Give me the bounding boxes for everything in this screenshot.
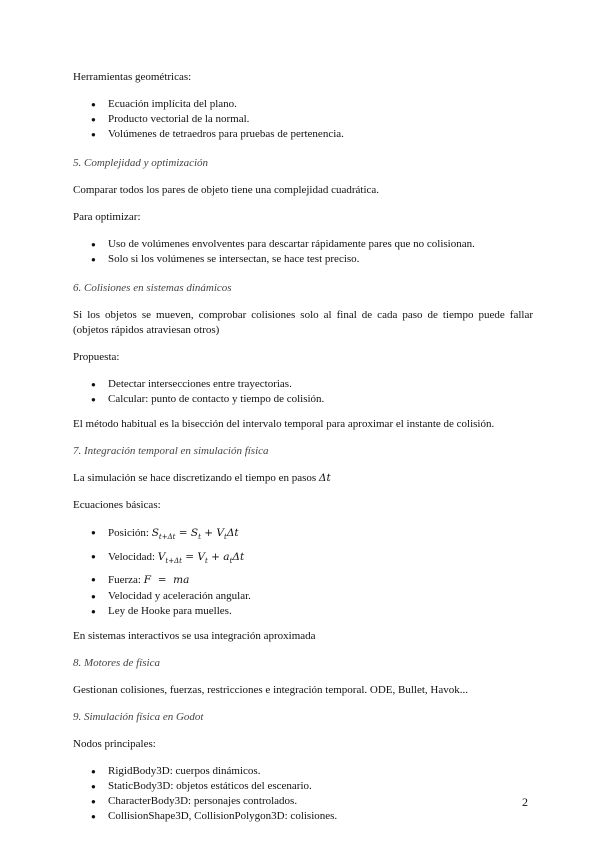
section-6-text-3: El método habitual es la bisección del intervalo temporal para aproximar el instante de colisión.	[73, 418, 495, 430]
section-9-text: Nodos principales:	[73, 738, 156, 750]
section-6-heading: 6. Colisiones en sistemas dinámicos	[73, 282, 232, 294]
list-item: ● Calcular: punto de contacto y tiempo de colisión.	[91, 392, 533, 407]
section-7-text-2: Ecuaciones básicas:	[73, 499, 161, 511]
intro-text: Herramientas geométricas:	[73, 71, 192, 83]
list-item: ● CollisionShape3D, CollisionPolygon3D: colisiones.	[91, 809, 533, 824]
list-item: ● CharacterBody3D: personajes controlados.	[91, 794, 533, 809]
section-5-text-2: Para optimizar:	[73, 211, 141, 223]
section-6-text: Si los objetos se mueven, comprobar colisiones solo al final de cada paso de tiempo puede fallar (objetos rápidos atraviesan otros)	[73, 309, 533, 336]
list-item: ● Uso de volúmenes envolventes para descartar rápidamente pares que no colisionan.	[91, 237, 533, 252]
section-9-heading: 9. Simulación física en Godot	[73, 711, 204, 723]
tools-list	[73, 97, 533, 142]
section-6-list	[73, 377, 533, 407]
list-item: ● Producto vectorial de la normal.	[91, 112, 533, 127]
section-6-text-2: Propuesta:	[73, 351, 120, 363]
section-7-text	[73, 471, 533, 486]
list-item: ● Detectar intersecciones entre trayectorias.	[91, 377, 533, 392]
list-item: ● Solo si los volúmenes se intersectan, se hace test preciso.	[91, 252, 533, 267]
list-item: ● Volúmenes de tetraedros para pruebas de pertenencia.	[91, 127, 533, 142]
section-5-text: Comparar todos los pares de objeto tiene una complejidad cuadrática.	[73, 184, 380, 196]
equations-list	[73, 523, 533, 619]
position-label: Posición:	[108, 527, 149, 539]
list-item: ● Ecuación implícita del plano.	[91, 97, 533, 112]
force-formula: F = ma	[143, 574, 190, 586]
section-5-list	[73, 237, 533, 267]
section-9-list	[73, 764, 533, 824]
list-item: ● RigidBody3D: cuerpos dinámicos.	[91, 764, 533, 779]
section-7-text-3: En sistemas interactivos se usa integración aproximada	[73, 630, 316, 642]
section-8-text: Gestionan colisiones, fuerzas, restricciones e integración temporal. ODE, Bullet, Havok...	[73, 684, 468, 696]
force-label: Fuerza:	[108, 574, 141, 586]
delta-t-symbol: Δt	[318, 472, 331, 484]
section-7-heading: 7. Integración temporal en simulación física	[73, 445, 269, 457]
position-equation	[91, 523, 533, 547]
document-page	[73, 70, 533, 834]
velocity-equation	[91, 547, 533, 571]
velocity-formula: $V_{t+\Delta t} = V_t + a_t\Delta t$	[157, 551, 245, 565]
section-8-heading: 8. Motores de física	[73, 657, 160, 669]
velocity-label: Velocidad:	[108, 551, 156, 563]
force-equation	[91, 571, 533, 589]
list-item: ● Velocidad y aceleración angular.	[91, 589, 533, 604]
page-number: 2	[522, 795, 528, 809]
list-item: ● Ley de Hooke para muelles.	[91, 604, 533, 619]
position-formula: $S_{t+\Delta t} = S_t + V_t\Delta t$	[151, 527, 239, 541]
section-5-heading: 5. Complejidad y optimización	[73, 157, 209, 169]
section-7-text-body: La simulación se hace discretizando el tiempo en pasos	[73, 472, 317, 484]
list-item: ● StaticBody3D: objetos estáticos del escenario.	[91, 779, 533, 794]
